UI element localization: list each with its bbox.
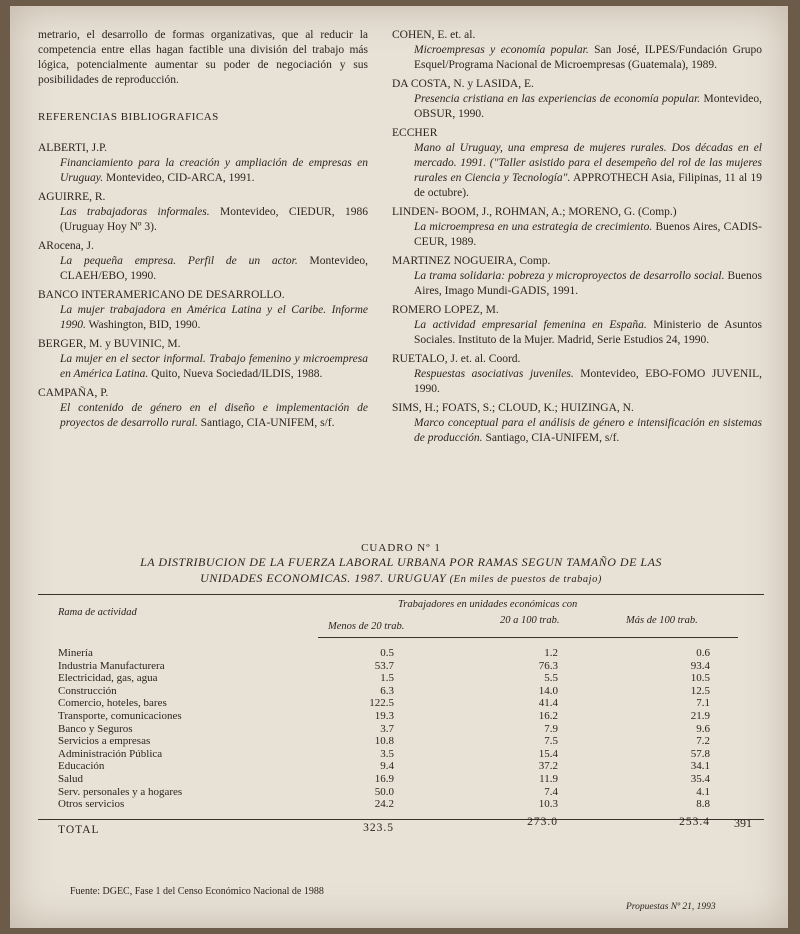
table-row — [38, 685, 764, 698]
cell-col-2: 7.4 — [544, 785, 558, 798]
reference-author: ROMERO LOPEZ, M. — [392, 304, 499, 316]
row-name: Transporte, comunicaciones — [58, 709, 182, 722]
table-body — [38, 647, 764, 811]
reference-citation — [38, 205, 368, 235]
reference-publisher: San José, ILPES/Fundación Grupo Esquel/Programa Nacional de Microempresas (Guatemala), 1989. — [414, 44, 762, 71]
table-source: Fuente: DGEC, Fase 1 del Censo Económico Nacional de 1988 — [70, 886, 324, 897]
cell-col-2: 16.2 — [538, 709, 558, 722]
table-title-line-2-main: UNIDADES ECONOMICAS. 1987. URUGUAY — [200, 571, 447, 585]
table-header — [38, 595, 764, 647]
cell-col-3: 9.6 — [696, 722, 710, 735]
references-list-left — [38, 141, 368, 431]
cell-col-1: 3.7 — [380, 722, 394, 735]
reference-entry — [392, 352, 762, 397]
reference-citation — [392, 269, 762, 299]
row-name: Comercio, hoteles, bares — [58, 697, 167, 710]
reference-citation — [38, 303, 368, 333]
row-name: Salud — [58, 772, 84, 785]
table-row — [38, 672, 764, 685]
row-name: Construcción — [58, 684, 117, 697]
cell-col-1: 9.4 — [380, 760, 394, 773]
reference-citation — [38, 254, 368, 284]
reference-author: LINDEN- BOOM, J., ROHMAN, A.; MORENO, G. (Comp.) — [392, 206, 677, 218]
total-col-2: 273.0 — [527, 815, 558, 828]
left-column — [38, 28, 368, 435]
reference-author: SIMS, H.; FOATS, S.; CLOUD, K.; HUIZINGA, N. — [392, 402, 634, 414]
reference-title: Marco conceptual para el análisis de género e intensificación en sistemas de producción. — [414, 417, 762, 444]
cell-col-1: 1.5 — [380, 672, 394, 685]
reference-entry — [38, 190, 368, 235]
cell-col-2: 7.9 — [544, 722, 558, 735]
reference-entry — [392, 401, 762, 446]
reference-title: La microempresa en una estrategia de crecimiento. — [414, 221, 653, 233]
cell-col-2: 1.2 — [544, 647, 558, 659]
cell-col-2: 14.0 — [538, 684, 558, 697]
reference-title: La trama solidaria: pobreza y microproyectos de desarrollo social. — [414, 270, 725, 282]
table-row — [38, 786, 764, 799]
table-total-row — [38, 815, 764, 842]
reference-author: ARocena, J. — [38, 240, 94, 252]
reference-title: Mano al Uruguay, una empresa de mujeres rurales. Dos décadas en el mercado. 1991. ("Taller asistido para el desempeño del rol de las mujeres rurales en Ciencia y Tecnología". — [414, 142, 762, 184]
reference-entry — [392, 126, 762, 201]
cell-col-2: 5.5 — [544, 672, 558, 685]
table-subtitle: (En miles de puestos de trabajo) — [449, 574, 602, 585]
reference-author: AGUIRRE, R. — [38, 191, 106, 203]
reference-title: Microempresas y economía popular. — [414, 44, 589, 56]
cell-col-2: 15.4 — [538, 747, 558, 760]
cell-col-1: 50.0 — [374, 785, 394, 798]
total-label: TOTAL — [58, 823, 100, 836]
publication-footer: Propuestas Nº 21, 1993 — [626, 902, 716, 912]
reference-publisher: Buenos Aires, CADIS-CEUR, 1989. — [414, 221, 762, 248]
reference-publisher: Montevideo, CID-ARCA, 1991. — [103, 172, 255, 184]
row-name: Educación — [58, 760, 105, 773]
cell-col-3: 35.4 — [690, 772, 710, 785]
table-cuadro-1 — [38, 542, 764, 842]
reference-publisher: Montevideo, CLAEH/EBO, 1990. — [60, 255, 369, 282]
cell-col-1: 24.2 — [374, 798, 394, 811]
cell-col-2: 76.3 — [538, 659, 558, 672]
header-col-2: 20 a 100 trab. — [500, 615, 560, 626]
reference-entry — [392, 205, 762, 250]
reference-entry — [38, 337, 368, 382]
reference-citation — [38, 401, 368, 431]
header-rama: Rama de actividad — [58, 607, 137, 618]
row-name: Administración Pública — [58, 747, 163, 760]
reference-publisher: Ministerio de Asuntos Sociales. Instituto de la Mujer. Madrid, Serie Estudios 24, 1990. — [414, 319, 762, 346]
cell-col-3: 7.1 — [696, 697, 710, 710]
reference-title: La mujer trabajadora en América Latina y el Caribe. Informe 1990. — [60, 304, 368, 331]
reference-title: La actividad empresarial femenina en España. — [414, 319, 647, 331]
header-col-3: Más de 100 trab. — [626, 615, 698, 626]
total-col-1: 323.5 — [363, 821, 394, 834]
table-row — [38, 647, 764, 660]
reference-publisher: APPROTHECH Asia, Filipinas, 11 al 19 de octubre). — [414, 172, 762, 199]
reference-author: RUETALO, J. et. al. Coord. — [392, 353, 521, 365]
table-row — [38, 773, 764, 786]
row-name: Servicios a empresas — [58, 735, 151, 748]
row-name: Electricidad, gas, agua — [58, 672, 158, 685]
reference-entry — [392, 28, 762, 73]
reference-publisher: Montevideo, EBO-FOMO JUVENIL, 1990. — [414, 368, 762, 395]
reference-citation — [392, 367, 762, 397]
reference-title: Respuestas asociativas juveniles. — [414, 368, 574, 380]
cell-col-3: 10.5 — [690, 672, 710, 685]
reference-title: Presencia cristiana en las experiencias de economía popular. — [414, 93, 701, 105]
row-name: Minería — [58, 647, 93, 659]
row-name: Serv. personales y a hogares — [58, 785, 183, 798]
reference-publisher: Montevideo, CIEDUR, 1986 (Uruguay Hoy Nº 3). — [60, 206, 368, 233]
cell-col-3: 0.6 — [696, 647, 710, 659]
reference-entry — [38, 386, 368, 431]
reference-citation — [392, 416, 762, 446]
total-col-3: 253.4 — [679, 815, 710, 828]
cell-col-3: 4.1 — [696, 785, 710, 798]
references-list-right — [392, 28, 762, 446]
table-row — [38, 660, 764, 673]
cell-col-2: 37.2 — [538, 760, 558, 773]
reference-author: ALBERTI, J.P. — [38, 142, 107, 154]
table-row — [38, 798, 764, 811]
reference-author: BANCO INTERAMERICANO DE DESARROLLO. — [38, 289, 285, 301]
header-col-1: Menos de 20 trab. — [328, 621, 405, 632]
cell-col-3: 12.5 — [690, 684, 710, 697]
reference-author: ECCHER — [392, 127, 438, 139]
reference-publisher: Washington, BID, 1990. — [85, 319, 201, 331]
table-title-line-2 — [38, 570, 764, 588]
cell-col-3: 57.8 — [690, 747, 710, 760]
body-paragraph: metrario, el desarrollo de formas organizativas, que al reducir la competencia entre ellas hagan factible una división del trabajo más lógica, potencialmente aumentar su poder de negociación y sus posibilidades de reproducción. — [38, 29, 368, 86]
table-row — [38, 760, 764, 773]
row-name: Otros servicios — [58, 798, 125, 811]
row-name: Banco y Seguros — [58, 722, 133, 735]
cell-col-3: 21.9 — [690, 709, 710, 722]
table-row — [38, 735, 764, 748]
table-row — [38, 748, 764, 761]
table-title-line-1: LA DISTRIBUCION DE LA FUERZA LABORAL URBANA POR RAMAS SEGUN TAMAÑO DE LAS — [140, 555, 662, 569]
reference-author: COHEN, E. et. al. — [392, 29, 476, 41]
table-title — [38, 554, 764, 588]
reference-entry — [38, 239, 368, 284]
reference-entry — [38, 141, 368, 186]
cell-col-2: 7.5 — [544, 735, 558, 748]
reference-author: MARTINEZ NOGUEIRA, Comp. — [392, 255, 551, 267]
reference-title: La pequeña empresa. Perfil de un actor. — [60, 255, 298, 267]
reference-author: DA COSTA, N. y LASIDA, E. — [392, 78, 534, 90]
reference-citation — [392, 141, 762, 201]
table-row — [38, 710, 764, 723]
reference-entry — [392, 254, 762, 299]
right-column — [392, 28, 762, 450]
page-number: 391 — [734, 816, 752, 830]
reference-citation — [392, 318, 762, 348]
cell-col-1: 19.3 — [374, 709, 394, 722]
reference-citation — [392, 43, 762, 73]
table-label: CUADRO Nº 1 — [361, 542, 441, 554]
cell-col-3: 34.1 — [690, 760, 710, 773]
table-row — [38, 697, 764, 710]
reference-publisher: Quito, Nueva Sociedad/ILDIS, 1988. — [148, 368, 323, 380]
reference-citation — [392, 220, 762, 250]
row-name: Industria Manufacturera — [58, 659, 165, 672]
reference-citation — [392, 92, 762, 122]
cell-col-3: 93.4 — [690, 659, 710, 672]
cell-col-1: 0.5 — [380, 647, 394, 659]
cell-col-2: 10.3 — [538, 798, 558, 811]
reference-citation — [38, 352, 368, 382]
cell-col-1: 6.3 — [380, 684, 394, 697]
cell-col-2: 11.9 — [539, 772, 558, 785]
cell-col-1: 122.5 — [369, 697, 394, 710]
reference-publisher: Buenos Aires, Imago Mundi-GADIS, 1991. — [414, 270, 762, 297]
cell-col-1: 53.7 — [374, 659, 394, 672]
reference-entry — [38, 288, 368, 333]
reference-title: La mujer en el sector informal. Trabajo femenino y microempresa en América Latina. — [60, 353, 368, 380]
cell-col-1: 16.9 — [374, 772, 394, 785]
header-group: Trabajadores en unidades económicas con — [398, 599, 578, 610]
reference-author: BERGER, M. y BUVINIC, M. — [38, 338, 181, 350]
cell-col-2: 41.4 — [538, 697, 558, 710]
cell-col-1: 3.5 — [380, 747, 394, 760]
reference-entry — [392, 77, 762, 122]
reference-title: El contenido de género en el diseño e implementación de proyectos de desarrollo rural. — [60, 402, 368, 429]
cell-col-3: 8.8 — [696, 798, 710, 811]
cell-col-3: 7.2 — [696, 735, 710, 748]
cell-col-1: 10.8 — [374, 735, 394, 748]
reference-publisher: Santiago, CIA-UNIFEM, s/f. — [197, 417, 335, 429]
page — [10, 6, 788, 928]
reference-publisher: Montevideo, OBSUR, 1990. — [414, 93, 762, 120]
reference-title: Las trabajadoras informales. — [60, 206, 210, 218]
header-rule — [318, 637, 738, 638]
reference-citation — [38, 156, 368, 186]
reference-entry — [392, 303, 762, 348]
reference-publisher: Santiago, CIA-UNIFEM, s/f. — [482, 432, 620, 444]
reference-title: Financiamiento para la creación y ampliación de empresas en Uruguay. — [60, 157, 368, 184]
table-row — [38, 723, 764, 736]
references-heading: REFERENCIAS BIBLIOGRAFICAS — [38, 111, 219, 123]
reference-author: CAMPAÑA, P. — [38, 387, 109, 399]
